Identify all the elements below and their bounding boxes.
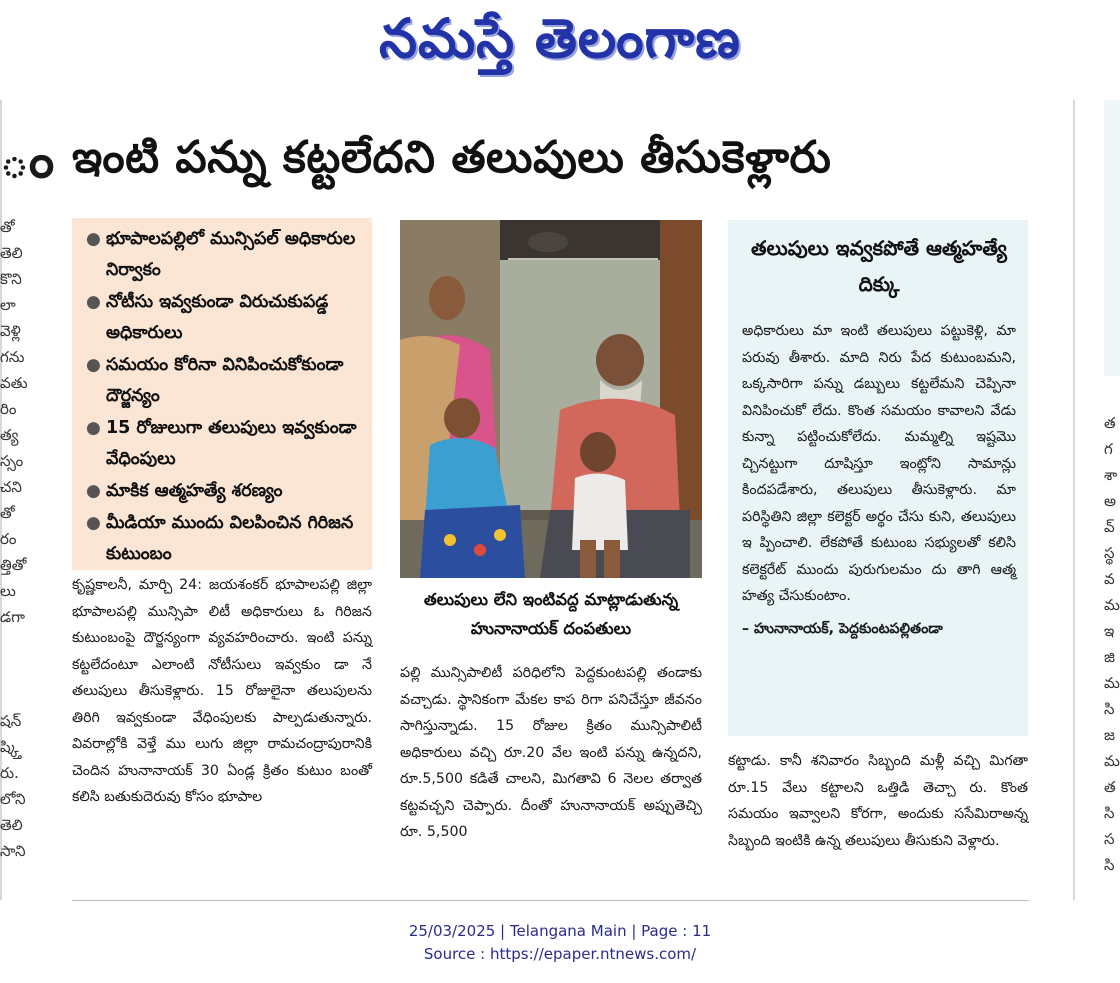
bullet-icon: ●: [86, 355, 101, 375]
highlight-text: భూపాలపల్లిలో మున్సిపల్ అధికారుల నిర్వాకం: [106, 229, 356, 280]
highlights-box: [72, 218, 372, 570]
highlight-text: మీడియా ముందు విలపించిన గిరిజన కుటుంబం: [106, 513, 354, 564]
highlight-item: [86, 350, 362, 412]
quote-sidebar: [728, 220, 1028, 736]
photo-caption: తలుపులు లేని ఇంటివద్ద మాట్లాడుతున్న హునానాయక్ దంపతులు: [423, 590, 679, 638]
highlight-item: [86, 224, 362, 286]
adjacent-article-right-box: [1104, 100, 1120, 376]
highlight-item: [86, 476, 362, 507]
fragment-line: లా: [0, 296, 16, 314]
page-footer: [0, 920, 1120, 966]
fragment-line: తెలి: [0, 244, 23, 262]
fragment-line: మ: [1104, 674, 1120, 692]
fragment-line: చని: [0, 478, 22, 496]
fragment-line: స: [1104, 830, 1115, 848]
highlight-item: [86, 413, 362, 475]
fragment-line: త: [1104, 414, 1116, 432]
fragment-line: రిం: [0, 400, 17, 418]
sidebar-signature: – హునానాయక్, పెద్దకుంటపల్లితండా: [742, 620, 943, 637]
fragment-line: శా: [1104, 466, 1118, 484]
fragment-line: [0, 656, 30, 682]
highlight-text: సమయం కోరినా వినిపించుకోకుండా దౌర్జన్యం: [106, 355, 344, 406]
fragment-line: వ్: [1104, 518, 1115, 536]
fragment-line: స్సం: [0, 452, 24, 470]
adjacent-article-left-fragment: [0, 214, 30, 864]
highlight-text: మాకిక ఆత్మహత్యే శరణ్యం: [106, 481, 283, 501]
fragment-line: కొని: [0, 270, 22, 288]
column-divider-right: [1073, 100, 1075, 900]
bullet-icon: ●: [86, 513, 101, 533]
fragment-line: ష్క్తి: [0, 738, 22, 756]
fragment-line: వెళ్లి: [0, 322, 21, 340]
fragment-line: గ: [1104, 440, 1113, 458]
article-body-column-3: కట్టాడు. కానీ శనివారం సిబ్బంది మళ్లీ వచ్చి మిగతా రూ.15 వేలు కట్టాలని ఒత్తిడి తెచ్చా రు. కొంత సమయం ఇవ్వాలని కోరగా, అందుకు ససేమిరాఅన్న సిబ్బంది ఇంటికి ఉన్న తలుపులు తీసుకుని వెళ్లారు.: [728, 753, 1028, 849]
adjacent-article-headline-fragment: ం: [0, 131, 55, 189]
highlight-item: [86, 287, 362, 349]
fragment-line: అ: [1104, 492, 1117, 510]
fragment-line: సాని: [0, 842, 26, 860]
fragment-line: జి: [1104, 648, 1115, 666]
source-link[interactable]: Source : https://epaper.ntnews.com/: [423, 945, 697, 963]
sidebar-body: అధికారులు మా ఇంటి తలుపులు పట్టుకెళ్లి, మా పరువు తీశారు. మాది నిరు పేద కుటుంబమని, ఒక్కసారిగా పన్ను డబ్బులు కట్టలేమని చెప్పినా వినిపించుకో లేదు. కొంత సమయం కావాలని వేడు కున్నా పట్టించుకోలేదు. మమ్మల్ని ఇష్టమొ చ్చినట్టుగా దూషిస్తూ ఇంట్లోని సామాన్లు కిందపడేశారు, తలుపులు తీసుకెళ్లారు. మా పరిస్థితిని జిల్లా కలెక్టర్ అర్థం చేసు కుని, తలుపులు ఇ ప్పించాలి. లేకపోతే కుటుంబ సభ్యులతో కలిసి కలెక్టరేట్ ముందు పురుగులమం దు తాగి ఆత్మ హత్య చేసుకుంటాం.: [742, 323, 1016, 604]
bullet-icon: ●: [86, 229, 101, 249]
article-body-column-1: కృష్ణకాలనీ, మార్చి 24: జయశంకర్ భూపాలపల్లి జిల్లా భూపాలపల్లి మున్సిపా లిటీ అధికారులు ఓ గిరిజన కుటుంబంపై దౌర్జన్యంగా వ్యవహరించారు. ఇంటి పన్ను కట్టలేదంటూ ఎలాంటి నోటీసులు ఇవ్వకుం డా నే తలుపులు తీసుకెళ్లారు. 15 రోజులైనా తలుపులను తిరిగి ఇవ్వకుండా వేధింపులకు పాల్పడుతున్నారు. వివరాల్లోకి వెళ్తే ము లుగు జిల్లా రామచంద్రాపురానికి చెందిన హునానాయక్ 30 ఏండ్ల క్రితం కుటుం బంతో కలిసి బతుకుదెరువు కోసం భూపాల: [72, 577, 372, 805]
fragment-line: జ: [1104, 726, 1115, 744]
adjacent-article-right-fragment: [1104, 410, 1120, 878]
fragment-line: రు.: [0, 764, 19, 782]
highlight-item: [86, 508, 362, 570]
article-headline: ఇంటి పన్ను కట్టలేదని తలుపులు తీసుకెళ్లారు: [72, 132, 832, 183]
footer-divider: [72, 900, 1029, 901]
fragment-line: గను: [0, 348, 25, 366]
fragment-line: ఇ: [1104, 622, 1115, 640]
highlight-text: నోటీసు ఇవ్వకుండా విరుచుకుపడ్డ అధికారులు: [106, 292, 329, 343]
fragment-line: సి: [1104, 856, 1115, 874]
fragment-line: వ: [1104, 570, 1115, 588]
highlight-text: 15 రోజులుగా తలుపులు ఇవ్వకుండా వేధింపులు: [106, 418, 357, 469]
sidebar-title: తలుపులు ఇవ్వకపోతే ఆత్మహత్యే దిక్కు: [751, 236, 1007, 296]
fragment-line: స్థ: [1104, 544, 1115, 562]
fragment-line: లోని: [0, 790, 26, 808]
bullet-icon: ●: [86, 292, 101, 312]
fragment-line: రం: [0, 530, 17, 548]
fragment-line: తెలి: [0, 816, 23, 834]
fragment-line: తో: [0, 218, 15, 236]
family-photo-illustration: [400, 220, 702, 578]
edition-info: 25/03/2025 | Telangana Main | Page : 11: [408, 922, 712, 940]
bullet-icon: ●: [86, 481, 101, 501]
bullet-icon: ●: [86, 418, 101, 438]
article-body-column-2: పల్లి మున్సిపాలిటీ పరిధిలోని పెద్దకుంటపల్లి తండాకు వచ్చాడు. స్థానికంగా మేకల కాప రిగా పనిచేస్తూ జీవనం సాగిస్తున్నాడు. 15 రోజుల క్రితం మున్సిపాలిటీ అధికారులు వచ్చి రూ.20 వేల ఇంటి పన్ను ఉన్నదని, రూ.5,500 కడితే చాలని, మిగతావి 6 నెలల తర్వాత కట్టవచ్చని చెప్పారు. దీంతో హునానాయక్ అప్పుతెచ్చి రూ. 5,500: [400, 665, 702, 840]
fragment-line: [0, 630, 30, 656]
fragment-line: త: [1104, 778, 1116, 796]
newspaper-logo: నమస్తే తెలంగాణ: [379, 7, 741, 70]
fragment-line: సి: [1104, 804, 1115, 822]
fragment-line: మ: [1104, 596, 1120, 614]
fragment-line: [0, 682, 30, 708]
fragment-line: త్తితో: [0, 556, 27, 574]
fragment-line: వతు: [0, 374, 28, 392]
article-photo: [400, 220, 702, 578]
masthead: [0, 0, 1120, 80]
fragment-line: షన్: [0, 712, 22, 730]
fragment-line: సి: [1104, 700, 1115, 718]
fragment-line: తో: [0, 504, 15, 522]
fragment-line: మ: [1104, 752, 1120, 770]
fragment-line: త్య: [0, 426, 19, 444]
fragment-line: లు: [0, 582, 16, 600]
fragment-line: డగా: [0, 608, 25, 626]
